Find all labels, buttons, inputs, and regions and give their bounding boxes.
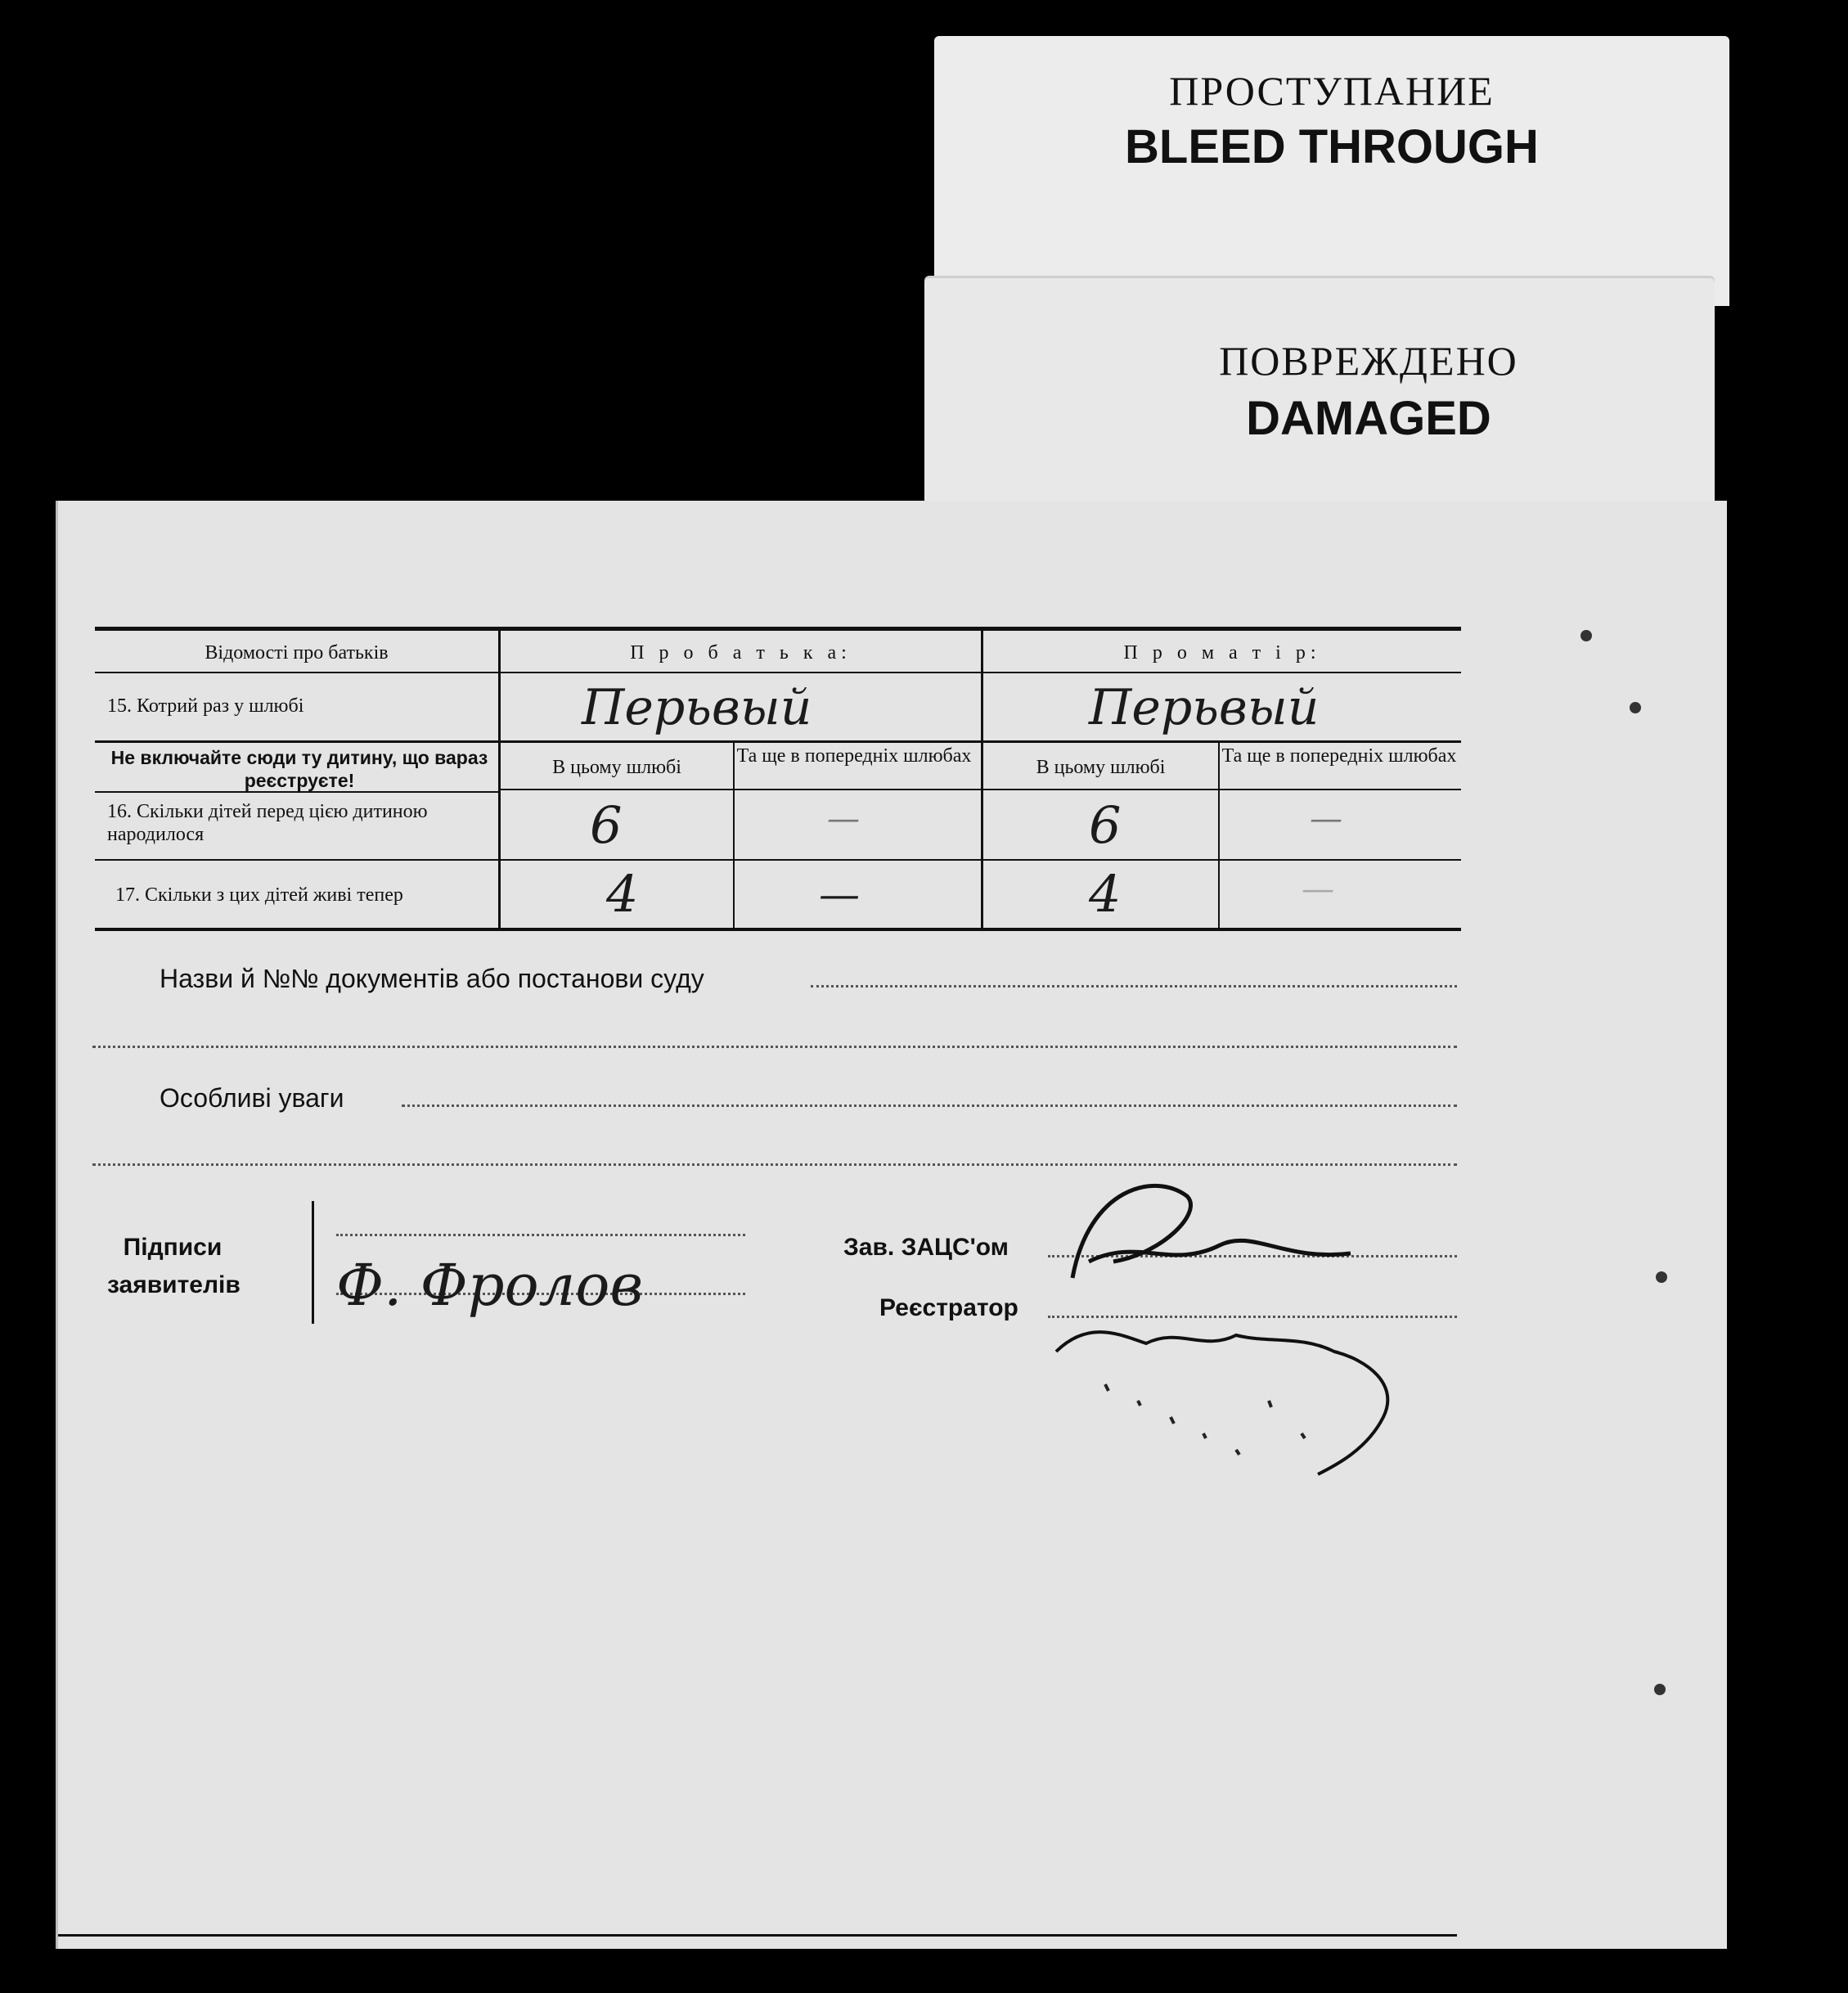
remarks-field-label: Особливі уваги (160, 1083, 344, 1113)
row15-label: 15. Котрий раз у шлюбі (107, 695, 304, 717)
damaged-en: DAMAGED (1246, 392, 1491, 445)
row17-label: 17. Скільки з цих дітей живі тепер (115, 884, 403, 906)
header-mother: П р о м а т і р: (1123, 642, 1321, 664)
registrar-label: Реєстратор (879, 1294, 1018, 1321)
documents-field-line-2 (92, 1046, 1457, 1048)
header-father: П р о б а т ь к а: (630, 642, 852, 664)
row16-label: 16. Скільки дітей перед цією дитиною народилося (107, 801, 428, 845)
punch-hole (1630, 702, 1641, 713)
bottom-rule (58, 1934, 1457, 1937)
row16-father-this: 6 (590, 795, 623, 855)
signature-bracket (312, 1201, 314, 1324)
head-signature-scribble (1040, 1139, 1498, 1482)
row15-mother-value: Перьвый (1089, 679, 1320, 736)
header-parents-info: Відомості про батьків (205, 642, 389, 664)
head-zags-label: Зав. ЗАЦС'ом (843, 1234, 1009, 1261)
bleed-through-card (934, 36, 1729, 306)
father-in-this-marriage: В цьому шлюбі (552, 757, 681, 778)
document-page (56, 501, 1727, 1949)
punch-hole (1580, 630, 1592, 641)
row16-father-prev: — (827, 800, 860, 838)
damaged-ru: ПОВРЕЖДЕНО (1219, 338, 1518, 384)
row17-mother-prev: — (1302, 871, 1334, 908)
bleed-through-ru: ПРОСТУПАНИЕ (1169, 68, 1495, 114)
exclude-child-note: Не включайте сюди ту дитину, що вараз реєструєте! (110, 747, 488, 791)
applicants-signature-label: Підписи заявителів (107, 1234, 241, 1298)
mother-previous-marriages: Та ще в попередніх шлюбах (1221, 745, 1457, 767)
applicant-signature: Ф. Фролов (336, 1252, 644, 1319)
remarks-field-line (402, 1104, 1457, 1107)
mother-in-this-marriage: В цьому шлюбі (1036, 757, 1166, 778)
row15-father-value: Перьвый (582, 679, 812, 736)
row17-father-this: 4 (606, 864, 639, 924)
row17-father-prev: — (819, 871, 860, 918)
row16-mother-this: 6 (1089, 795, 1122, 855)
damaged-card (924, 278, 1715, 515)
bleed-through-en: BLEED THROUGH (1125, 120, 1539, 173)
row17-mother-this: 4 (1089, 864, 1122, 924)
row16-mother-prev: — (1310, 800, 1342, 838)
punch-hole (1654, 1684, 1666, 1695)
punch-hole (1656, 1271, 1667, 1283)
documents-field-label: Назви й №№ документів або постанови суду (160, 964, 704, 993)
father-previous-marriages: Та ще в попередніх шлюбах (736, 745, 972, 767)
documents-field-line (811, 985, 1457, 988)
